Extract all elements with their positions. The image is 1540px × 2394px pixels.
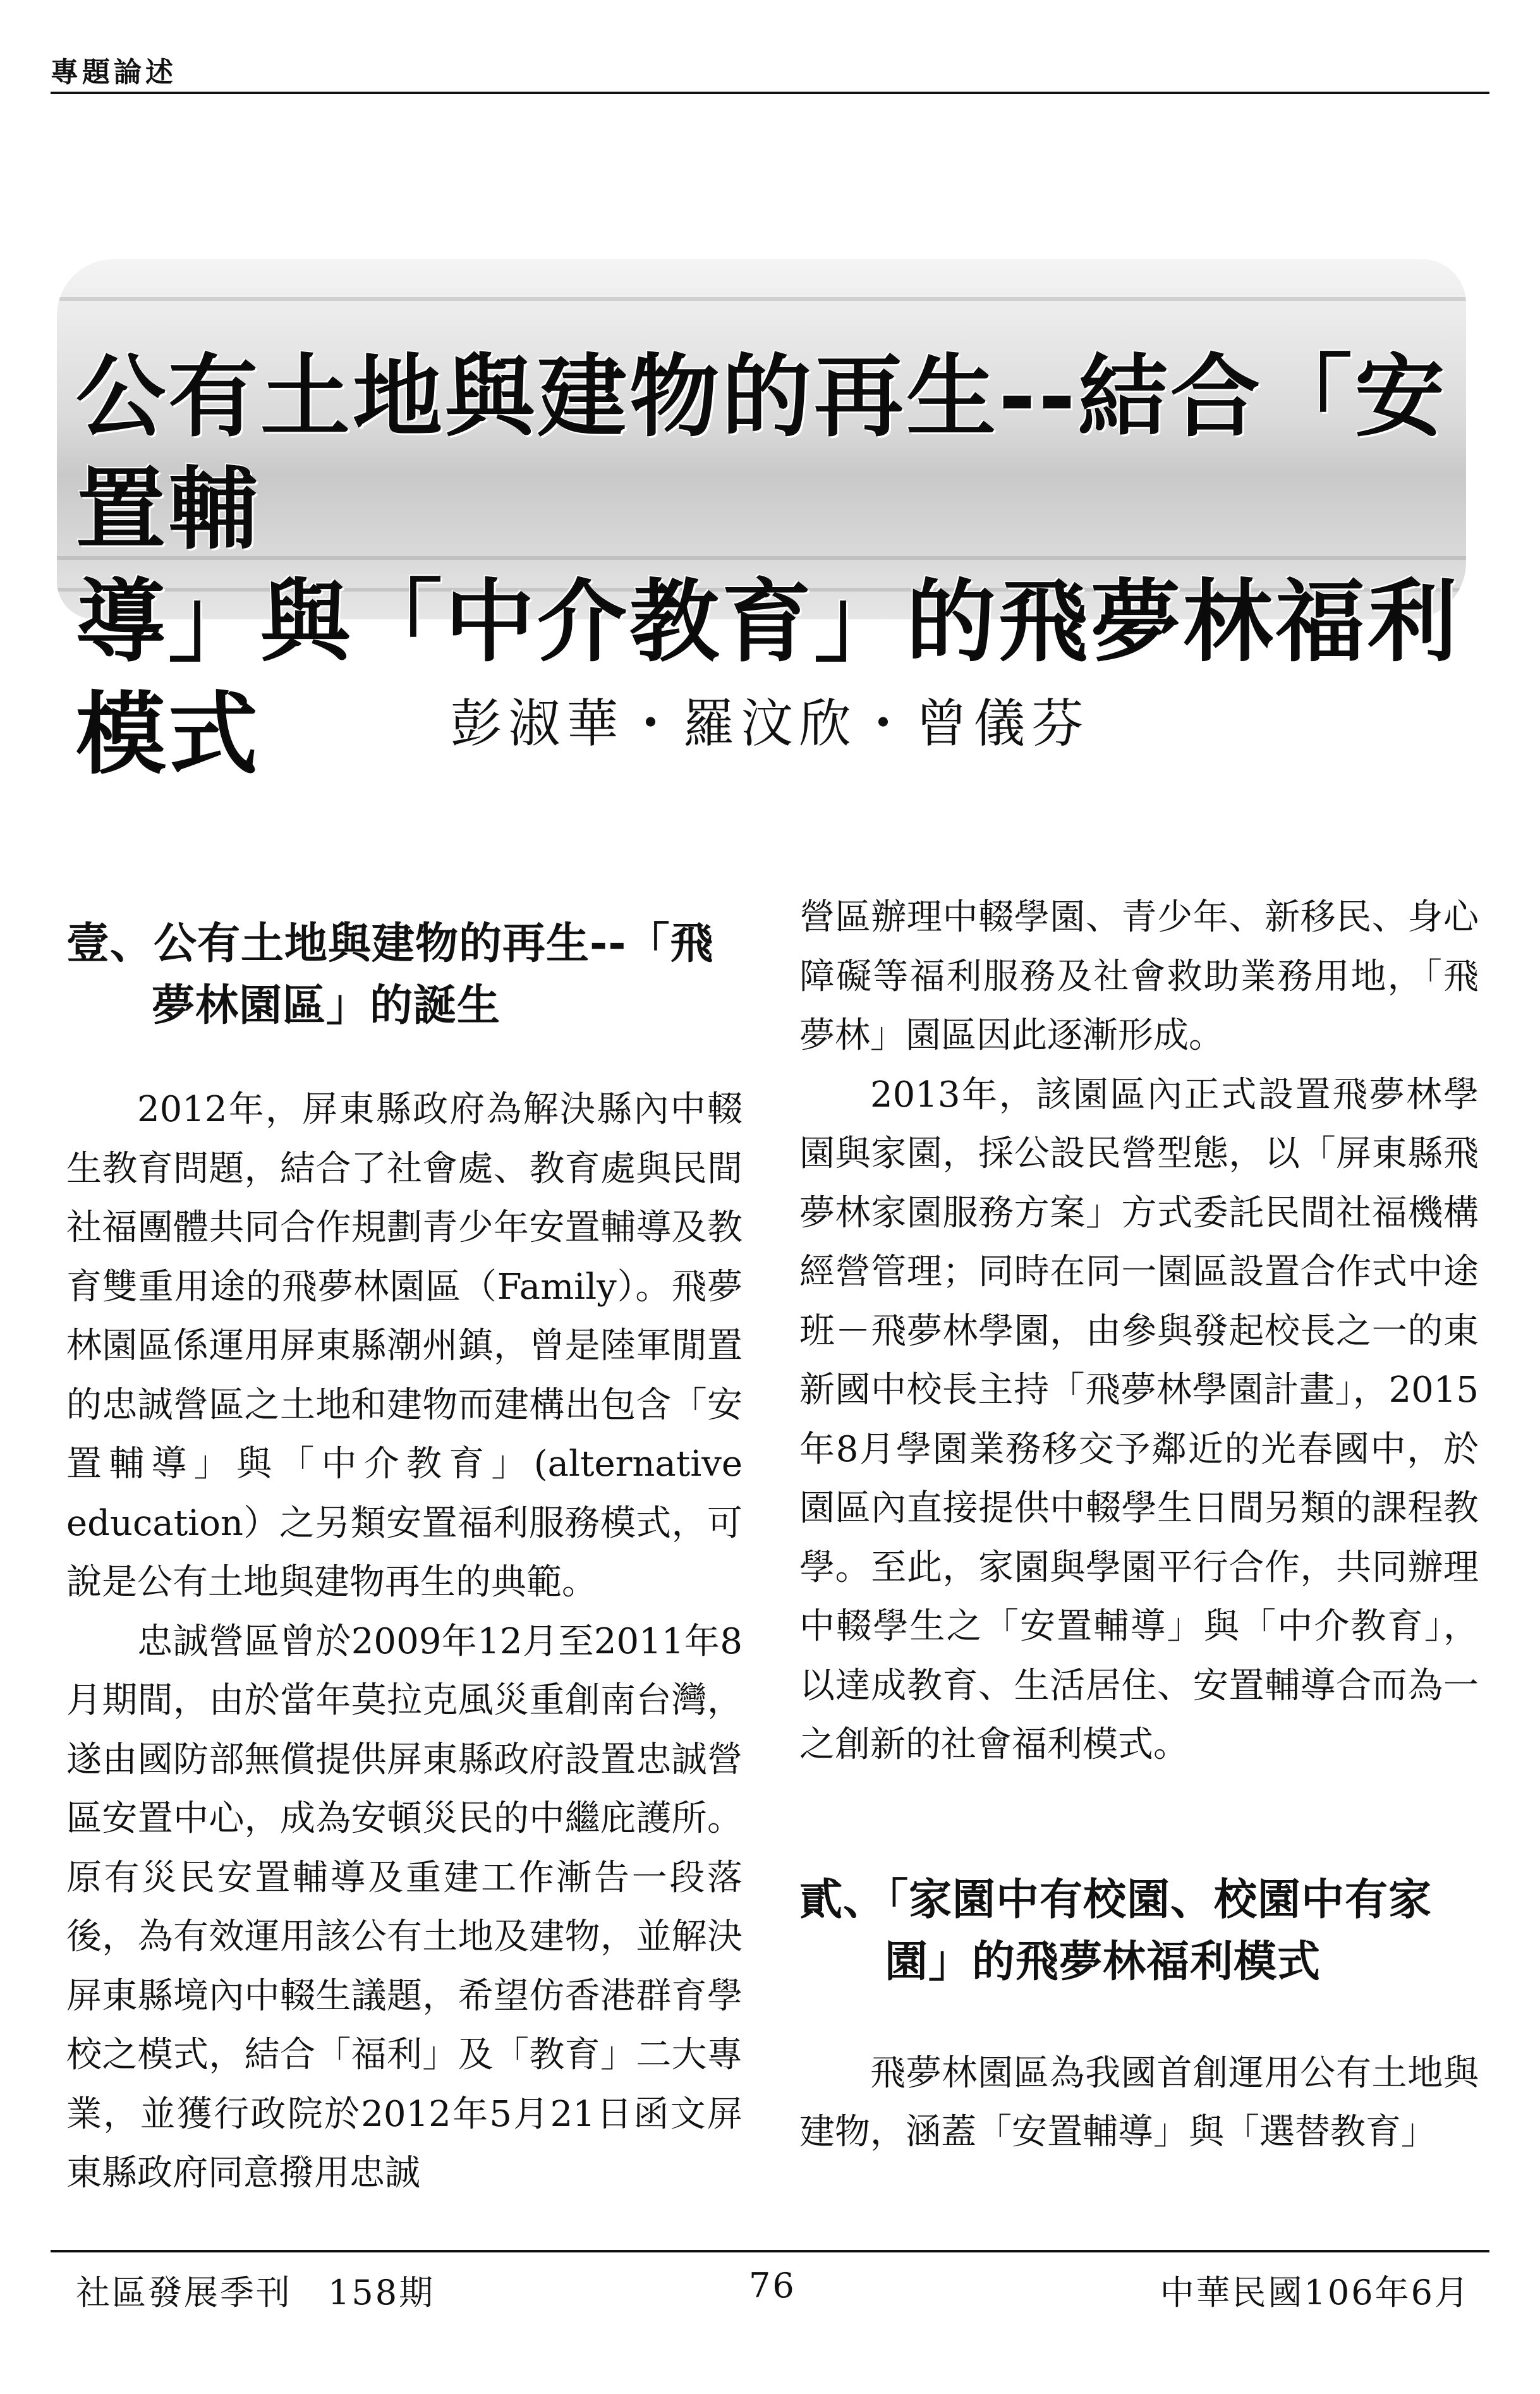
section-2-number: 貳、 (799, 1874, 887, 1925)
section-2-heading (799, 1869, 1479, 1993)
section-1-paragraph-3: 2013年，該園區內正式設置飛夢林學園與家園，採公設民營型態，以「屏東縣飛夢林家園服務方案」方式委託民間社福機構經營管理；同時在同一園區設置合作式中途班－飛夢林學園，由參與發起校長之一的東新國中校長主持「飛夢林學園計畫」，2015年8月學園業務移交予鄰近的光春國中，於園區內直接提供中輟學生日間另類的課程教學。至此，家園與學園平行合作，共同辦理中輟學生之「安置輔導」與「中介教育」，以達成教育、生活居住、安置輔導合而為一之創新的社會福利模式。 (799, 1074, 1479, 1765)
header-rule (51, 92, 1489, 94)
section-2-heading-line-1: 「家園中有校園、校園中有家 (887, 1874, 1433, 1925)
section-1-heading (66, 913, 743, 1037)
left-column (66, 885, 743, 2203)
section-label: 專題論述 (51, 56, 177, 88)
page-number: 76 (749, 2266, 796, 2306)
right-column (799, 888, 1479, 2162)
section-1-number: 壹、 (66, 919, 154, 969)
journal-name: 社區發展季刊 158期 (76, 2273, 435, 2312)
section-1-paragraph-2: 忠誠營區曾於2009年12月至2011年8月期間，由於當年莫拉克風災重創南台灣，遂由國防部無償提供屏東縣政府設置忠誠營區安置中心，成為安頓災民的中繼庇護所。原有災民安置輔導及重建工作漸告一段落後，為有效運用該公有土地及建物，並解決屏東縣境內中輟生議題，希望仿香港群育學校之模式，結合「福利」及「教育」二大專業，並獲行政院於2012年5月21日函文屏東縣政府同意撥用忠誠 (66, 1620, 743, 2194)
title-line-2: 導」與「中介教育」的飛夢林福利模式 (76, 570, 1460, 787)
banner-streak (57, 297, 1466, 301)
section-2-heading-line-2: 園」的飛夢林福利模式 (885, 1936, 1321, 1987)
issue-date: 中華民國106年6月 (1160, 2273, 1470, 2312)
section-2-paragraph-1: 飛夢林園區為我國首創運用公有土地與建物，涵蓋「安置輔導」與「選替教育」 (799, 2052, 1479, 2153)
section-1-heading-line-2: 夢林園區」的誕生 (152, 981, 501, 1031)
title-line-1: 公有土地與建物的再生--結合「安置輔 (76, 345, 1447, 562)
footer-rule (51, 2250, 1489, 2252)
section-1-heading-line-1: 公有土地與建物的再生--「飛 (154, 919, 714, 969)
continued-paragraph: 營區辦理中輟學園、青少年、新移民、身心障礙等福利服務及社會救助業務用地，「飛夢林」園區因此逐漸形成。 (799, 897, 1479, 1056)
authors: 彭淑華・羅汶欣・曾儀芬 (450, 694, 1090, 754)
section-1-paragraph-1: 2012年，屏東縣政府為解決縣內中輟生教育問題，結合了社會處、教育處與民間社福團體共同合作規劃青少年安置輔導及教育雙重用途的飛夢林園區（Family）。飛夢林園區係運用屏東縣潮州鎮，曾是陸軍閒置的忠誠營區之土地和建物而建構出包含「安置輔導」與「中介教育」(alternative education）之另類安置福利服務模式，可說是公有土地與建物再生的典範。 (66, 1089, 743, 1603)
